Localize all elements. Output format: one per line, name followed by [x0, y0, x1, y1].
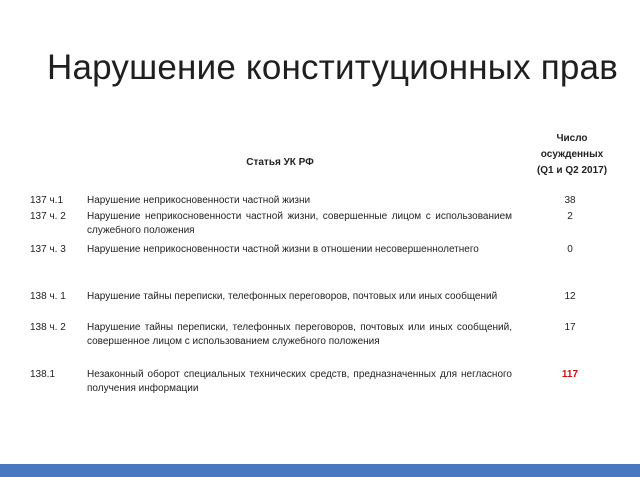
column-header-count	[516, 131, 628, 179]
column-header-count-line: Число	[556, 133, 588, 144]
article-description: Нарушение тайны переписки, телефонных переговоров, почтовых или иных сообщений	[87, 291, 498, 302]
article-number: 137 ч.1	[30, 195, 64, 206]
article-number: 137 ч. 2	[30, 211, 66, 222]
article-number: 138 ч. 2	[30, 322, 66, 333]
bottom-accent-bar	[0, 464, 640, 477]
article-description: Нарушение неприкосновенности частной жизни, совершенные лицом с использованием служебного положения	[87, 211, 512, 236]
article-number: 138.1	[30, 369, 56, 380]
convicted-count: 17	[564, 322, 576, 333]
convicted-count: 12	[564, 291, 576, 302]
convicted-count: 38	[564, 195, 576, 206]
convicted-count-highlight: 117	[561, 369, 579, 380]
convicted-count: 2	[567, 211, 573, 222]
article-description: Незаконный оборот специальных технических средств, предназначенных для негласного получения информации	[87, 369, 512, 394]
column-header-count-line: (Q1 и Q2 2017)	[536, 165, 608, 176]
slide-title: Нарушение конституционных прав	[47, 48, 619, 87]
column-header-count-line: осужденных	[540, 149, 604, 160]
article-number: 138 ч. 1	[30, 291, 66, 302]
column-header-article: Статья УК РФ	[246, 157, 314, 168]
article-description: Нарушение тайны переписки, телефонных переговоров, почтовых или иных сообщений, совершенное лицом с использованием служебного положения	[87, 322, 512, 347]
article-description: Нарушение неприкосновенности частной жизни	[87, 195, 311, 206]
article-description: Нарушение неприкосновенности частной жизни в отношении несовершеннолетнего	[87, 244, 479, 255]
article-number: 137 ч. 3	[30, 244, 66, 255]
convicted-count: 0	[567, 244, 573, 255]
